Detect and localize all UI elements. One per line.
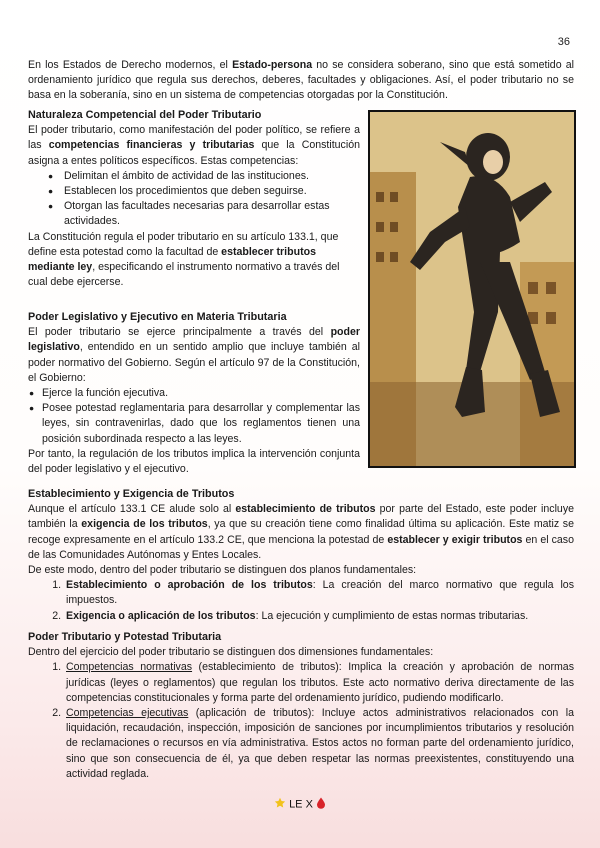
section-naturaleza: [28, 108, 360, 290]
footer-logo: [0, 797, 600, 812]
list-item: [64, 706, 574, 782]
bold-run: exigencia de los tributos: [81, 518, 208, 531]
text-run: , ya que su creación tiene como finalidad última su aplicación. Este matiz se recoge expresamente en el artículo 133.2 CE, que menciona la potestad de: [28, 518, 574, 546]
text-run: (establecimiento de tributos): Implica la creación y aprobación de normas jurídicas (leyes o reglamentos) que regulan los tributos. Este acto normativo deriva directamente de las competencias constitucionales y forma parte del ordenamiento jurídico, pudiendo modificarlo.: [66, 661, 574, 704]
intro-text-2: no se considera soberano, sino que está sometido al ordenamiento jurídico que regula sus derechos, deberes, facultades y obligaciones. Así, el poder tributario no se basa en la soberanía, sino en un sistema de competencias otorgadas por la Constitución.: [28, 59, 574, 102]
intro-bold-estado-persona: Estado-persona: [232, 59, 313, 71]
section-establecimiento: [28, 487, 574, 624]
footer-label: LE X: [289, 798, 313, 811]
section-legislativo-ejecutivo: [28, 310, 360, 477]
section-paragraph: De este modo, dentro del poder tributario se distinguen dos planos fundamentales:: [28, 564, 417, 577]
text-run: : La ejecución y cumplimiento de estas normas tributarias.: [255, 609, 529, 622]
drop-icon: [316, 800, 326, 812]
page-content: [28, 0, 574, 848]
section-heading: Naturaleza Competencial del Poder Tributario: [28, 109, 262, 121]
text-run: que la Constitución asigna a entes políticos específicos. Estas competencias:: [28, 139, 360, 167]
text-run: en el caso de las Comunidades Autónomas y Entes Locales.: [28, 533, 574, 561]
section-paragraph: [28, 325, 360, 386]
list-item: ● Establecen los procedimientos que deben seguirse.: [64, 184, 360, 199]
text-run: La Constitución regula el poder tributario en su artículo 133.1, que define esta potestad como la facultad de: [28, 230, 339, 258]
star-icon: [274, 800, 289, 812]
bold-run: establecimiento de tributos: [235, 503, 376, 516]
section-paragraph: [28, 230, 360, 291]
page-number: 36: [557, 36, 570, 48]
bold-run: poder legislativo: [28, 326, 360, 354]
list-item: [64, 660, 574, 706]
intro-paragraph: [28, 58, 574, 104]
text-run: , especificando el instrumento normativo a través del cual debe ejercerse.: [28, 261, 340, 289]
bold-run: Exigencia o aplicación de los tributos: [66, 609, 256, 622]
underlined-term: Competencias normativas: [66, 661, 193, 674]
section-potestad: [28, 630, 574, 782]
list-item: [64, 578, 574, 608]
intro-text-1: En los Estados de Derecho modernos, el: [28, 59, 233, 71]
competencias-list: [28, 169, 360, 230]
text-run: por parte del Estado, este poder incluye también la: [28, 503, 575, 531]
list-item: ● Delimitan el ámbito de actividad de las instituciones.: [64, 169, 360, 184]
bold-run: competencias financieras y tributarias: [48, 139, 255, 152]
bold-run: establecer tributos mediante ley: [28, 245, 316, 274]
bold-run: establecer y exigir tributos: [387, 533, 523, 546]
list-item: ● Ejerce la función ejecutiva.: [42, 386, 360, 401]
section-heading: Poder Legislativo y Ejecutivo en Materia Tributaria: [28, 311, 287, 323]
text-run: , entendido en un sentido amplio que incluye también al poder normativo del Gobierno. Según el artículo 97 de la Constitución, el Gobierno:: [28, 341, 360, 384]
text-run: El poder tributario, como manifestación del poder político, se refiere a las: [28, 124, 360, 152]
text-run: (aplicación de tributos): Incluye actos administrativos relacionados con la liquidación, recaudación, inspección, imposición de sanciones por incumplimientos tributarios y resolución de reclamaciones o recursos en vía administrativa. Estos actos no forman parte del ordenamiento jurídico, sino que son consecuencia de él, ya que deben respetar las normas preexistentes, constituyendo una actividad reglada.: [66, 707, 574, 780]
planos-list: [28, 578, 574, 624]
section-paragraph: Por tanto, la regulación de los tributos implica la intervención conjunta del poder legislativo y el ejecutivo.: [28, 447, 360, 476]
text-run: Aunque el artículo 133.1 CE alude solo al: [28, 503, 236, 516]
section-paragraph: [28, 502, 574, 563]
bold-run: Establecimiento o aprobación de los tributos: [66, 579, 313, 592]
illustration-art: [370, 112, 574, 466]
section-paragraph: Dentro del ejercicio del poder tributario se distinguen dos dimensiones fundamentales:: [28, 646, 434, 659]
illustration-image: [368, 110, 576, 468]
list-item: ● Posee potestad reglamentaria para desarrollar y complementar las leyes, sin contravenirlas, dado que los reglamentos tienen una posición subordinada respecto a las leyes.: [42, 401, 360, 447]
section-paragraph: [28, 123, 360, 169]
list-item: ● Otorgan las facultades necesarias para desarrollar estas actividades.: [64, 199, 360, 229]
underlined-term: Competencias ejecutivas: [66, 707, 189, 720]
list-item: [64, 609, 574, 624]
section-heading: Poder Tributario y Potestad Tributaria: [28, 631, 222, 643]
gobierno-list: [28, 386, 360, 447]
section-heading: Establecimiento y Exigencia de Tributos: [28, 488, 235, 500]
dimensiones-list: [28, 660, 574, 782]
text-run: : La creación del marco normativo que regula los impuestos.: [66, 579, 574, 607]
text-run: El poder tributario se ejerce principalmente a través del: [28, 326, 331, 339]
